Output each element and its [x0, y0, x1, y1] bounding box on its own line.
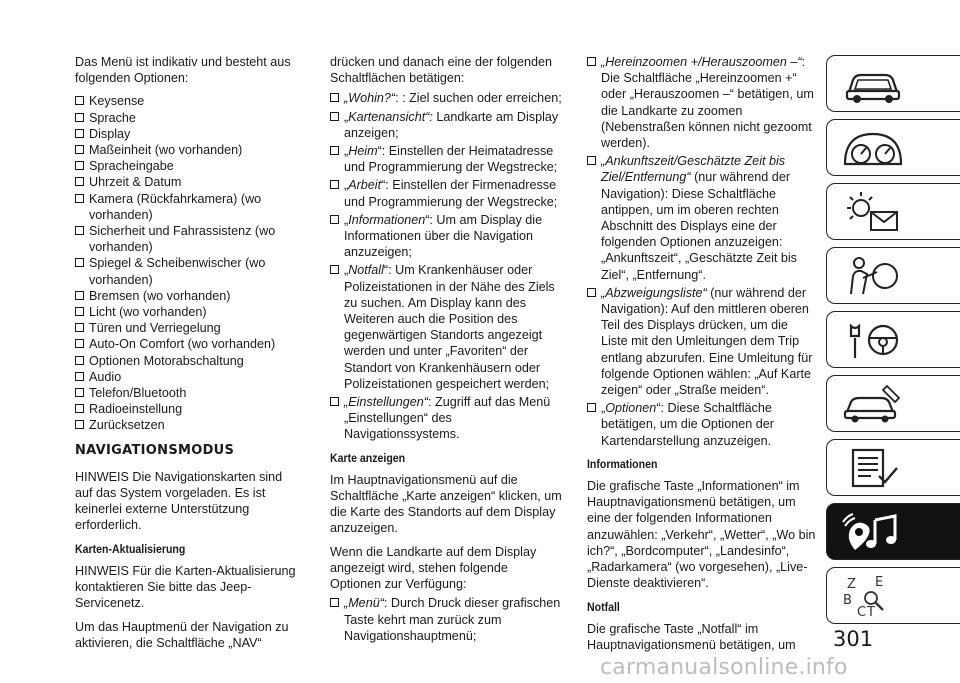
bullet-description: “: Um am Display die Informationen über die Navigation anzuzeigen; — [344, 212, 543, 260]
light-mail-icon — [841, 190, 905, 234]
subheading-notfall: Notfall — [587, 599, 620, 614]
col2-intro: drücken und danach eine der folgenden Schaltflächen betätigen: — [330, 55, 552, 86]
menu-option-item — [75, 417, 303, 433]
checkbox-bullet-icon — [75, 161, 84, 170]
menu-option-item — [75, 126, 303, 142]
checkbox-bullet-icon — [75, 356, 84, 365]
bullet-label: „Wohin?“ — [344, 91, 396, 106]
watermark: carmanualsonline.info — [600, 655, 848, 680]
bullet-text: Licht (wo vorhanden) — [89, 305, 207, 320]
paragraph-map-options: Wenn die Landkarte auf dem Display angezeigt wird, stehen folgende Optionen zur Verfügung: — [330, 544, 537, 592]
menu-option-item — [75, 93, 303, 109]
checkbox-bullet-icon — [75, 323, 84, 332]
menu-option-item — [75, 304, 303, 320]
menu-option-item — [75, 174, 303, 190]
checkbox-bullet-icon — [75, 96, 84, 105]
paragraph-informationen: Die grafische Taste „Informationen“ im Hauptnavigationsmenü betätigen, um eine der folgenden Informationen anzuwählen: „Verkehr“, „Wetter“, „Wo bin ich?“, „Bordcomputer“, „Landesinfo“, „Radarkamera“ (wo vorgesehen), „Live-Dienste deaktivieren“. — [587, 479, 816, 591]
tab-multimedia[interactable] — [826, 503, 960, 560]
checkbox-bullet-icon — [587, 288, 596, 297]
bullet-text: Kamera (Rückfahrkamera) (wo vorhanden) — [89, 191, 262, 222]
bullet-label: Heim — [348, 144, 378, 159]
checkbox-bullet-icon — [330, 180, 339, 189]
menu-option-item — [75, 191, 303, 223]
column-left — [75, 54, 303, 658]
bullet-text — [344, 394, 562, 443]
nav-button-item — [330, 262, 562, 392]
subheading-informationen: Informationen — [587, 456, 658, 471]
bullet-description: “: Um Krankenhäuser oder Polizeistationen in der Nähe des Ziels zu suchen. Am Display kann des Weiteren auch die Position des gegenwärtigen Standorts angezeigt werden und unter „Favoriten“ der Standort von Krankenhäusern oder Polizeistationen gespeichert werden; — [344, 263, 555, 391]
bullet-description: Landkarte am Display anzeigen; — [344, 109, 559, 140]
bullet-label: „Hereinzoomen +/Herauszoomen –“ — [601, 55, 802, 69]
map-option-item — [587, 400, 817, 449]
checkbox-bullet-icon — [75, 258, 84, 267]
map-option-list — [587, 54, 817, 449]
nav-button-item — [330, 143, 562, 175]
bullet-text: Display — [89, 126, 131, 141]
hinweis-update: HINWEIS Für die Karten-Aktualisierung kontaktieren Sie bitte das Jeep-Servicenetz. — [75, 563, 296, 611]
bullet-description: : Zugriff auf das Menü „Einstellungen“ des Navigationssystems. — [344, 395, 551, 442]
menu-option-list — [75, 93, 303, 433]
checkbox-bullet-icon — [587, 403, 596, 412]
paragraph-karte-anzeigen: Im Hauptnavigationsmenü auf die Schaltfläche „Karte anzeigen“ klicken, um die Karte des Standorts auf dem Display anzuzeigen. — [330, 472, 562, 536]
tab-driving[interactable] — [826, 311, 960, 368]
menu-option-item — [75, 158, 303, 174]
checkbox-bullet-icon — [75, 129, 84, 138]
bullet-text: Sicherheit und Fahrassistenz (wo vorhanden) — [89, 224, 276, 255]
page-number: 301 — [833, 627, 874, 651]
index-letter-e: E — [875, 575, 884, 590]
bullet-text — [601, 400, 817, 449]
bullet-text — [344, 595, 562, 644]
bullet-prefix: „ — [344, 178, 349, 193]
menu-option-item — [75, 288, 303, 304]
hinweis-preloaded: HINWEIS Die Navigationskarten sind auf das System vorgeladen. Es ist keinerlei externe Unterstützung erforderlich. — [75, 469, 283, 533]
checkbox-bullet-icon — [330, 265, 339, 274]
subheading-karten-aktualisierung: Karten-Aktualisierung — [75, 541, 186, 556]
bullet-description: “: Diese Schaltfläche betätigen, um die Optionen der Kartendarstellung anzuzeigen. — [601, 401, 774, 448]
bullet-label: „Abzweigungsliste“ — [601, 285, 707, 300]
bullet-text: Keysense — [89, 94, 145, 109]
bullet-text: Türen und Verriegelung — [89, 321, 221, 336]
tab-technical-data[interactable] — [826, 439, 960, 496]
bullet-text: Uhrzeit & Datum — [89, 175, 182, 190]
bullet-text: Radioeinstellung — [89, 402, 183, 417]
checkbox-bullet-icon — [75, 177, 84, 186]
bullet-prefix: „ — [344, 263, 349, 278]
section-heading-navigationsmodus: NAVIGATIONSMODUS — [75, 442, 235, 458]
checkbox-bullet-icon — [75, 388, 84, 397]
bullet-text — [601, 153, 817, 283]
bullet-description: “: Einstellen der Heimatadresse und Programmierung der Wegstrecke; — [344, 144, 558, 175]
bullet-label: Arbeit — [348, 178, 382, 193]
menu-option-item — [75, 369, 303, 385]
bullet-text — [344, 90, 562, 106]
menu-option-item — [330, 595, 562, 644]
checkbox-bullet-icon — [75, 307, 84, 316]
checkbox-bullet-icon — [330, 397, 339, 406]
index-letter-z: Z — [847, 577, 856, 592]
paragraph-activate-nav: Um das Hauptmenü der Navigation zu aktivieren, die Schaltfläche „NAV“ — [75, 619, 289, 650]
checkbox-bullet-icon — [330, 93, 339, 102]
bullet-text: Maßeinheit (wo vorhanden) — [89, 143, 243, 158]
index-letter-c: C — [857, 605, 867, 618]
menu-option-item — [75, 385, 303, 401]
checkbox-bullet-icon — [75, 226, 84, 235]
nav-button-item — [330, 212, 562, 261]
nav-button-list — [330, 90, 562, 442]
checkbox-bullet-icon — [330, 598, 339, 607]
bullet-prefix: „ — [344, 109, 349, 124]
bullet-text: Telefon/Bluetooth — [89, 386, 187, 401]
checkbox-bullet-icon — [75, 372, 84, 381]
tab-lights[interactable] — [826, 183, 960, 240]
bullet-label: „Einstellungen“ — [344, 395, 429, 410]
bullet-text — [601, 54, 817, 151]
bullet-description: : Die Schaltfläche „Hereinzoomen +“ oder „Herauszoomen –“ betätigen, um die Landkarte zu zoomen (Nebenstraßen können nicht gezoomt werden). — [601, 55, 814, 151]
menu-option-item — [75, 110, 303, 126]
column-right — [587, 54, 817, 660]
bullet-description: : Durch Druck dieser grafischen Taste kehrt man zurück zum Navigationshauptmenü; — [344, 596, 561, 643]
map-option-item — [587, 54, 817, 151]
checkbox-bullet-icon — [75, 420, 84, 429]
wrench-steering-wheel-icon — [841, 318, 905, 362]
menu-option-item — [75, 401, 303, 417]
menu-option-item — [75, 223, 303, 255]
bullet-text — [344, 262, 562, 392]
tab-index[interactable] — [826, 567, 960, 624]
bullet-label: Informationen — [348, 212, 426, 227]
nav-button-item — [330, 90, 562, 106]
checkbox-bullet-icon — [587, 156, 596, 165]
bullet-text — [344, 177, 562, 209]
bullet-label: Notfall — [348, 263, 384, 278]
bullet-text — [344, 109, 562, 141]
bullet-label: „Menü“ — [344, 596, 384, 611]
checkbox-bullet-icon — [75, 194, 84, 203]
nav-button-item — [330, 177, 562, 209]
checkbox-bullet-icon — [330, 146, 339, 155]
nav-button-item — [330, 394, 562, 443]
checkbox-bullet-icon — [587, 57, 596, 66]
bullet-prefix: „ — [344, 144, 349, 159]
bullet-description: “: Einstellen der Firmenadresse und Programmierung der Wegstrecke; — [344, 178, 558, 209]
tab-car[interactable] — [826, 55, 960, 112]
checkbox-bullet-icon — [75, 291, 84, 300]
bullet-prefix: „ — [344, 212, 349, 227]
multimedia-music-icon — [841, 510, 905, 554]
nav-button-item — [330, 109, 562, 141]
bullet-text: Spiegel & Scheibenwischer (wo vorhanden) — [89, 256, 266, 287]
tab-dashboard[interactable] — [826, 119, 960, 176]
bullet-text: Auto-On Comfort (wo vorhanden) — [89, 337, 276, 352]
map-option-item — [587, 153, 817, 283]
car-icon — [841, 62, 905, 106]
bullet-text: Zurücksetzen — [89, 418, 165, 433]
menu-button-item — [330, 595, 562, 644]
paragraph-notfall: Die grafische Taste „Notfall“ im Hauptnavigationsmenü betätigen, um — [587, 621, 796, 652]
index-letters-icon — [841, 574, 905, 618]
menu-option-item — [75, 255, 303, 287]
menu-option-item — [75, 336, 303, 352]
menu-option-item — [75, 320, 303, 336]
bullet-text: Bremsen (wo vorhanden) — [89, 288, 231, 303]
bullet-prefix: „ — [601, 401, 606, 416]
bullet-text: Sprache — [89, 110, 136, 125]
checkbox-bullet-icon — [330, 112, 339, 121]
tab-service[interactable] — [826, 375, 960, 432]
index-letter-t: T — [867, 605, 875, 618]
bullet-text: Audio — [89, 369, 122, 384]
airbag-safety-icon — [841, 254, 905, 298]
bullet-text: Optionen Motorabschaltung — [89, 353, 244, 368]
index-letter-b: B — [843, 593, 852, 608]
map-option-item — [587, 285, 817, 398]
bullet-text — [601, 285, 817, 398]
tab-safety[interactable] — [826, 247, 960, 304]
dashboard-gauge-icon — [841, 126, 905, 170]
bullet-label: Kartenansicht“: — [348, 109, 433, 124]
checkbox-bullet-icon — [75, 404, 84, 413]
bullet-text: Spracheingabe — [89, 159, 174, 174]
checkbox-bullet-icon — [75, 145, 84, 154]
bullet-description: (nur während der Navigation): Diese Schaltfläche antippen, um im oberen rechten Abschnitt des Displays eine der folgenden Optionen anzuzeigen: „Ankunftszeit“, „Geschätzte Zeit bis Ziel“, „Entfernung“. — [601, 170, 797, 282]
bullet-description: : : Ziel suchen oder erreichen; — [395, 91, 562, 106]
chapter-tab-sidebar — [826, 55, 960, 631]
bullet-label: „Ankunftszeit/Geschätzte Zeit bis Ziel/Entfernung“ — [601, 154, 786, 185]
checkbox-bullet-icon — [75, 113, 84, 122]
bullet-label: Optionen — [605, 401, 657, 416]
menu-intro: Das Menü ist indikativ und besteht aus folgenden Optionen: — [75, 55, 291, 86]
bullet-text — [344, 212, 562, 261]
menu-option-item — [75, 353, 303, 369]
service-car-icon — [841, 382, 905, 426]
bullet-description: (nur während der Navigation): Auf den mittleren oberen Teil des Displays drücken, um die Liste mit den Umleitungen dem Trip entlang abzurufen. Eine Umleitung für folgende Optionen wählen: „Auf Karte zeigen“ oder „Straße meiden“. — [601, 285, 813, 398]
bullet-text — [344, 143, 562, 175]
column-middle — [330, 54, 562, 646]
checklist-icon — [841, 446, 905, 490]
menu-option-item — [75, 142, 303, 158]
checkbox-bullet-icon — [75, 339, 84, 348]
checkbox-bullet-icon — [330, 215, 339, 224]
subheading-karte-anzeigen: Karte anzeigen — [330, 450, 406, 465]
